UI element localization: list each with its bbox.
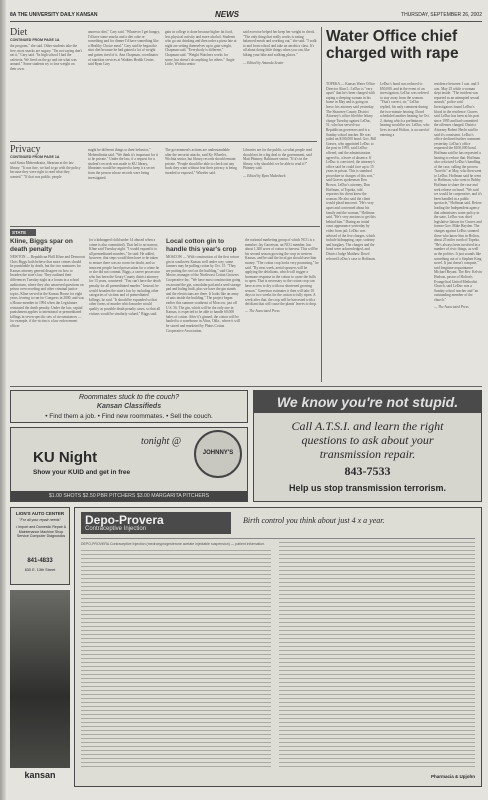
depo-subtitle: Contraceptive Injection [85, 526, 147, 532]
lions-phone: 841-4833 [27, 558, 53, 564]
lions-address: 630 E. 13th Street [24, 568, 56, 572]
cotton-column-2-body: the national marketing group of which NCG is a member. Jay Garretson, an NCG member, has about 1,300 acres of cotton to harvest. This will be his second season growing the crop in western Kansas, and he said the local gin should save him money. "The cotton crop looks very promising," he said. "By next week, aerial sprayers will be applying the defoliants, which will trigger a hormone response in the cotton to cause the bolls to open. That is necessary so the cotton crop can have access to dry with our shortened growing season." Garretson estimates it then will take 10 days to two weeks for the cotton to fully ripen. A week after that, the crop will be harvested with a defoliant that will cause the plants' leaves to drop. [245, 238, 319, 307]
atsi-body-line-2: questions to ask about your [301, 433, 434, 447]
privacy-column-3: The government's actions are understandable after the terrorist attacks, said Ky Wheeler, Wichita senior, but library records should remain private. "People should be able to check out any book they want without fear their privacy is being invaded or exposed," Wheeler said. [165, 148, 237, 175]
lions-subtitle: "For all your repair needs" [19, 518, 61, 522]
water-office-headline-block [326, 28, 482, 78]
depo-tagline: Birth control you think about just 4 x a year. [243, 516, 385, 525]
diet-column-3: gain in college is done because higher fat food, less physical activity and more alcohol. Students who go out drinking and then order a pizza late at night are setting themselves up to gain weight, Chapman said. "Everybody is different," Chapman said. "Weight Watchers works for some, but doesn't do anything for others." Angie Little, Wichita senior [165, 30, 237, 67]
masthead [10, 8, 482, 22]
page-number-and-paper [10, 12, 98, 18]
privacy-column-1 [10, 144, 82, 224]
privacy-heading: Privacy [10, 144, 41, 155]
depo-brand-box [81, 512, 231, 534]
depo-fine-print: DEPO-PROVERA Contraceptive Injection (medroxyprogesterone acetate injectable suspension) — patient information. [81, 542, 266, 546]
privacy-column-2: might be different things to their behavior," Mehendiratta said. "We think it's important for it to be private." Under the law, if a request for a student's records was made to KU library, librarians would be required to keep it a secret from the person whose records were being investigated. [88, 148, 158, 180]
atsi-body-line-3: transmission repair. [319, 447, 416, 461]
divider [10, 386, 482, 387]
johnnys-deals: $1.00 SHOTS $2.50 PBR PITCHERS $3.00 MARGARITA PITCHERS [11, 491, 247, 501]
johnnys-subtitle: Show your KUID and get in free [33, 469, 131, 476]
atsi-phone: 843-7533 [344, 464, 391, 478]
cotton-column-1 [166, 238, 241, 383]
lions-auto-ad[interactable] [10, 507, 70, 585]
cotton-body: MOSCOW — With construction of the first cotton gin in southwest Kansas well under way, some farmers may be pulling cotton by Oct. 15. "They are putting the roof on the building," said Gary Moore, manager of the Northwest Cotton Growers Cooperative Inc. "We have most construction going on around the gin, a modular pad and a seed storage pad and baling built, plus we have the gin stands and the electricians are there. It looks like an army of ants inside the building." The project began earlier this summer southeast of Moscow, just off U.S. 56. The gin, which will be the only one in Kansas, is expected to be able to handle 60,000 bales of cotton. After it's ginned, the cotton will be hauled to a warehouse in Altus, Okla., where it will be stored and marketed by Plains Cotton Cooperative Association, [166, 255, 241, 333]
water-office-credit: — The Associated Press [434, 304, 469, 309]
atsi-ad[interactable] [253, 390, 482, 502]
cotton-column-2 [245, 238, 319, 383]
privacy-credit: — Edited by Ryan Malashock [243, 173, 286, 178]
classifieds-line-2: Kansan Classifieds [96, 403, 162, 410]
kline-column-1 [10, 238, 85, 383]
atsi-headline: We know you're not stupid. [254, 391, 481, 413]
johnnys-ad[interactable] [10, 427, 248, 502]
classifieds-ad[interactable] [10, 390, 248, 423]
diet-credit: — Edited by Amanda Seater [243, 60, 284, 65]
divider [81, 538, 475, 539]
water-office-column-2: LeDuc's bond was reduced to $50,000, and in the event of an investigation, LeDuc was ordered to stay away from the woman. "That's correct, sir," LeDuc replied, his only comment during the two-minute hearing. Dowd scheduled another hearing for Oct. 2, during which a preliminary hearing would be set. LeDuc, who lives in rural Holton, is accused of entering a [380, 82, 430, 137]
kline-heading: Kline, Biggs spar on death penalty [10, 238, 73, 253]
text-lines [81, 550, 271, 770]
atsi-body-line-1: Call A.T.S.I. and learn the right [291, 419, 444, 433]
atsi-body [254, 419, 481, 461]
privacy-column-4 [243, 148, 317, 224]
sidebar-photo [10, 590, 70, 768]
diet-heading: Diet [10, 27, 28, 38]
kline-column-2: (or a kidnapped child under 14 abused when a crime is also committed). That led to no narrow, Kline said Tuesday night. "I would expand it to all premeditated murders," he said. He added, however, that steps would then have to be taken to ensure there was no room for doubt, and so innocent people faced prosecution for a crime he or she did not commit. Biggs, a career prosecutor who has been the Geary County district attorney for 13 years, countered: "You can't have the death penalty for all premeditated murder." Instead, he would broaden the state's law by including other categories of victims and of premeditated killings, he said. "It should be expanded so that other forms of murder which murder would qualify as possible death penalty cases, so that all victims would be similarly valued," Biggs said. [89, 238, 161, 316]
diet-column-2: anorexic diet," Cary said. "Whatever I get hungry, I'd have some snacks and a diet coke or something and for dinner I'd have something like a Healthy Choice meal." Cary said he began the stint diet because he had gained a lot of weight and gotten tired of it. Ann Chapman, coordinator of nutrition services at Watkins Health Center, said Ryan Cary [88, 30, 160, 67]
column-rule [321, 27, 322, 382]
kansan-logo: kansan [24, 770, 56, 780]
depo-brand: Depo-Provera [85, 513, 164, 527]
johnnys-tonight: tonight @ [141, 436, 182, 447]
diet-column-1 [10, 27, 82, 140]
state-section-label: STATE [10, 229, 36, 236]
water-office-heading: Water Office chief charged with rape [326, 28, 459, 62]
lions-title: LION'S AUTO CENTER [15, 511, 65, 516]
privacy-body: said Sonia Mehendiratta, librarian at the law library. "It was fine, we had to go with the policy because they were right to read what they wanted." "If that was public, people [10, 161, 81, 179]
depo-fine-print-lines-right [279, 542, 475, 770]
water-office-column-1: TOPEKA — Kansas Water Office Director Alan L. LeDuc is "very upset" that he's been charged with raping a sleeping woman in his home in May and is going on leave, his attorney said yesterday. The Shawnee County District Attorney's office filed the felony charge Tuesday against LeDuc, 51, who has served two Republican governors and is a Sunday school teacher. He was jailed on $100,000 bond. Gov. Bill Graves, who appointed LeDuc to the post in 1995, said LeDuc offered, and the administration agreed to, a leave of absence. If LeDuc is convicted, the attorney's office said he could face up to 15 years in prison. This is standard procedure in charges of this sort," said Graves spokesman Don Brown. LeDuc's attorney, Dan Hoffman, of Topeka, told reporters his client knew the woman. He also said the client would plead innocent. "He's very upset and concerned about his family and the woman," Hoffman said. "He's very anxious to get this behind him." During an initial court appearance yesterday by video from jail, LeDuc was advised of the five charges, which include kidnapping, rape, sodomy and burglary. The charges and the bond were acknowledged, and District Judge Matthew Dowd referred LeDuc's case to Hoffman. [326, 82, 376, 261]
paper-name: THE UNIVERSITY DAILY KANSAN [17, 12, 98, 18]
depo-fine-print-lines-left [81, 550, 271, 770]
text-lines [279, 542, 475, 770]
classifieds-bullets: • Find them a job. • Find new roommates. • Sell the couch. [45, 413, 213, 420]
johnnys-logo [194, 430, 242, 478]
kline-body: NEWTON — Republican Phill Kline and Democrat Chris Biggs both believe that more crimes should be punishable by death, but the two nominees for Kansas attorney general disagree on how to broaden the state's law. They outlined their differences Tuesday night at a forum in a school auditorium, where they also answered questions on prison overcrowding and other criminal justice topics. Kline served in the Kansas House for eight years, leaving to run for Congress in 2000, and was a House member in 1994 when the Legislature reinstated the death penalty. Under the law, capital punishment applies to intentional or premeditated killings in seven specific sets of circumstances — for example, if the victim is a law enforcement officer [10, 255, 85, 328]
diet-column-4 [243, 30, 317, 140]
privacy-jump: CONTINUED FROM PAGE 1A [10, 155, 60, 159]
page-binding-shadow [0, 0, 6, 800]
depo-provera-ad[interactable] [74, 507, 482, 787]
page-number: 8A [10, 12, 17, 18]
water-office-column-3-body: residence between 1 a.m. and 3 a.m. May 25 while a woman slept inside. "The incident was reported as an attempted sexual assault," police said. Investigators found LeDuc's blood in the residence. Graves said LeDuc has been at his post since 1995 and had committed the offenses charged. District Attorney Robert Hecht said he said it's consistent. LeDuc's office declined further comment yesterday. LeDuc's office requested the $100,000 bond. Hoffman said he has requested a hearing to reduce that. Hoffman also criticized LeDuc's handling of the case, calling the process "horrific" at May, who then went to LeDuc. Hoffman said he went to Hoffman, who went to Bobby Hoffman to share the case and seek release on bond. "We said we would be cooperative, and it's been handled in a public spectacle," Hoffman said. Before leading the Independent agency that administers water policy in the state, LeDuc was chief legislative liaison for Graves and former Gov. Mike Hayden. The charges against LeDuc stunned those who know him in Holton, about 25 miles north of Topeka. "He's always been involved in a number of civic things, as well as the politics. It just sounds like something out of a Stephen King novel. It just doesn't compute," said longtime acquaintance Michael Bryant. The Rev. Kelvin Hudson, pastor of Holton's Evangelical United Methodist Church, said LeDuc was a Sunday school teacher and "an outstanding member of the church." [434, 82, 482, 302]
lions-services: • Import and Domestic Repair & Maintenance Machine Shop Service Computer Diagnostics [15, 525, 67, 539]
diet-column-4-body: said exercise helped her keep her weight in check. "The only thing that really works is eating balanced meals and working out," she said. "I walk to and from school and take an aerobics class. It's all about doing little things when you can, like biking your bike and walking places." [243, 30, 317, 57]
divider [10, 141, 317, 142]
water-office-column-3 [434, 82, 482, 382]
atsi-tagline: Help us stop transmission terrorism. [288, 483, 447, 493]
issue-date: THURSDAY, SEPTEMBER 26, 2002 [401, 12, 482, 18]
cotton-credit: — The Associated Press [245, 308, 280, 313]
cotton-heading: Local cotton gin to handle this year's crop [166, 238, 237, 253]
johnnys-night-title: KU Night [33, 449, 98, 466]
classifieds-line-1: Roommates stuck to the couch? [79, 394, 179, 401]
diet-body: the program," she said. Other students take the free, most snacks are sugary. "I'm not saying don't eat it," Cary said. "In high school I had the cafeteria. We lived on the go and ate what was around." Some students try to lose weight on their own. [10, 44, 82, 71]
johnnys-logo-text: JOHNNY'S [202, 450, 234, 456]
section-label: NEWS [215, 10, 239, 19]
diet-jump: CONTINUED FROM PAGE 1A [10, 38, 60, 42]
divider [10, 226, 320, 227]
privacy-column-4-body: Libraries are for the public, so what people read should not be a big deal to the government, said Matt Phinney, Baltimore senior. "If it's in the library, why shouldn't we be able to read it?" Phinney said. [243, 148, 312, 171]
depo-footer: Pharmacia & Upjohn [430, 774, 475, 779]
